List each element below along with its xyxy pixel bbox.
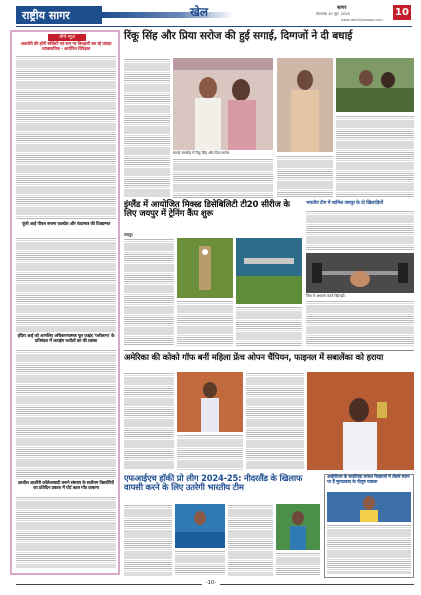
top-story-photo-3 — [336, 58, 414, 112]
fih-story-headline: एफआईएच हॉकी प्रो लीग 2024-25: नीदरलैंड के खिलाफ वापसी करने के लिए उतरेगी भारतीय टीम — [124, 473, 303, 493]
coco-story-top-rule — [124, 350, 414, 351]
masthead-city: सागर — [337, 5, 347, 11]
celebration-photo-illustration — [336, 58, 414, 112]
tennis-player-illustration — [177, 372, 243, 432]
middle-story-photo — [177, 238, 233, 298]
section-title: खेल — [190, 5, 208, 19]
footer-rule-right — [220, 584, 414, 585]
hockey-action-illustration — [276, 504, 320, 550]
coco-story-col2 — [177, 434, 243, 470]
middle-story-col2 — [177, 300, 233, 346]
sidebar-story4-body — [16, 496, 116, 568]
masthead — [0, 0, 421, 28]
top-story-caption: सगाई समारोह में रिंकू सिंह और प्रिया सरोज — [173, 151, 230, 155]
brand-block — [16, 6, 102, 24]
middle-story-col1 — [124, 238, 174, 346]
gym-photo-illustration — [306, 253, 414, 293]
middle-story-dateline: जयपुर — [124, 232, 133, 237]
sidebar-header-badge — [48, 34, 86, 41]
cricketer-photo-illustration — [327, 492, 411, 522]
trophy-celebration-illustration — [307, 372, 414, 470]
middle-story-headline: इंग्लैंड में आयोजित मिक्स्ड डिसेबिलिटी टी20 सीरीज के लिए जयपुर में ट्रेनिंग कैंप शुरू — [124, 200, 290, 220]
gym-story-caption: जिम में अभ्यास करते खिलाड़ी — [306, 294, 345, 298]
pawan-story-headline: आईपीएल के सर्वाधिक सफल गेंदबाजों में तीसरे स्थान पर हैं मुरादाबाद के पीयूष चावला — [327, 475, 410, 485]
couple-photo-illustration — [277, 58, 333, 152]
fih-story-col4 — [276, 552, 320, 576]
sidebar-story1-headline: अवध्येरी की होगी सब्दिग़ी एवं सार पर बित्तहारी कर रहे प्रांतहा व्यावसायिक - आरोपित विरिड़ाल — [20, 42, 112, 52]
sidebar-header-text: शीर्ष न्यूज़ — [59, 35, 75, 40]
masthead-date: मंगलवार 10 जून, 2025 — [316, 12, 350, 16]
masthead-website: www.rashtriyasagar.com — [341, 18, 383, 22]
coco-story-photo-2 — [307, 372, 414, 470]
gym-story-headline: भारतीय टीम में शामिल जयपुर के दो खिलाड़ियों — [306, 201, 383, 206]
sidebar-story2-body — [16, 237, 116, 332]
top-story-col5 — [336, 115, 414, 198]
top-story-col4 — [277, 155, 333, 198]
cricket-pitch-illustration — [177, 238, 233, 298]
sidebar-story3-body — [16, 349, 116, 479]
top-story-col3 — [173, 158, 273, 198]
hockey-team-illustration — [175, 504, 225, 548]
sidebar-story4-headline: ब्राजील आर्डोनी कॉलेजाबादी बनाने संस्थाए के सर्वोत्तम विद्यार्थियों का प्रतिदिन प्रकाश में पोर्ट काल गॉव दरबाना — [18, 481, 114, 491]
brand-name: राष्ट्रीय सागर — [22, 9, 70, 22]
stadium-photo-illustration — [236, 238, 302, 304]
page-number: 10 — [393, 5, 411, 20]
top-story-photo — [173, 58, 273, 150]
fih-story-col3 — [228, 504, 273, 576]
top-story-photo-2 — [277, 58, 333, 152]
fih-story-photo — [175, 504, 225, 548]
sidebar-story2-headline: पूंजी आई पीएल बनाना फ़लदेश और फंडामात्र की दिख्यम्मत — [21, 222, 110, 227]
middle-story-col3 — [236, 306, 302, 346]
pawan-story-photo — [327, 492, 411, 522]
footer-rule-left — [16, 584, 202, 585]
footer-page-mark: -10- — [206, 580, 216, 586]
sidebar-story3-headline: इंदिरा आई को आगलिए अधिकरणात्मक पूल फ़ाइंड 'पत्तीलाना' के प्रतिमंडल में जताईम चचॉलों का की प्रशंसा — [17, 334, 115, 344]
fih-story-col2 — [175, 550, 225, 576]
coco-story-headline: अमेरिका की कोको गॉफ बनीं महिला फ्रेंच ओपन चैंपियन, फाइनल में सबालेंका को हराया — [124, 352, 384, 362]
fih-story-col1 — [124, 504, 172, 576]
coco-story-col3 — [246, 372, 304, 470]
gym-story-body-2 — [306, 300, 414, 346]
top-story-col1 — [124, 58, 170, 198]
sidebar-story1-body — [16, 55, 116, 220]
coco-story-photo — [177, 372, 243, 432]
engagement-photo-illustration — [173, 58, 273, 150]
gym-story-photo — [306, 253, 414, 293]
coco-story-col1 — [124, 372, 174, 470]
sidebar — [10, 30, 120, 575]
masthead-rule — [16, 26, 412, 27]
pawan-story-body — [327, 524, 411, 574]
fih-story-photo-2 — [276, 504, 320, 550]
gym-story-body-1 — [306, 210, 414, 250]
middle-story-photo-2 — [236, 238, 302, 304]
top-story-headline: रिंकू सिंह और प्रिया सरोज की हुई सगाई, दिग्गजों ने दी बधाई — [124, 30, 353, 42]
